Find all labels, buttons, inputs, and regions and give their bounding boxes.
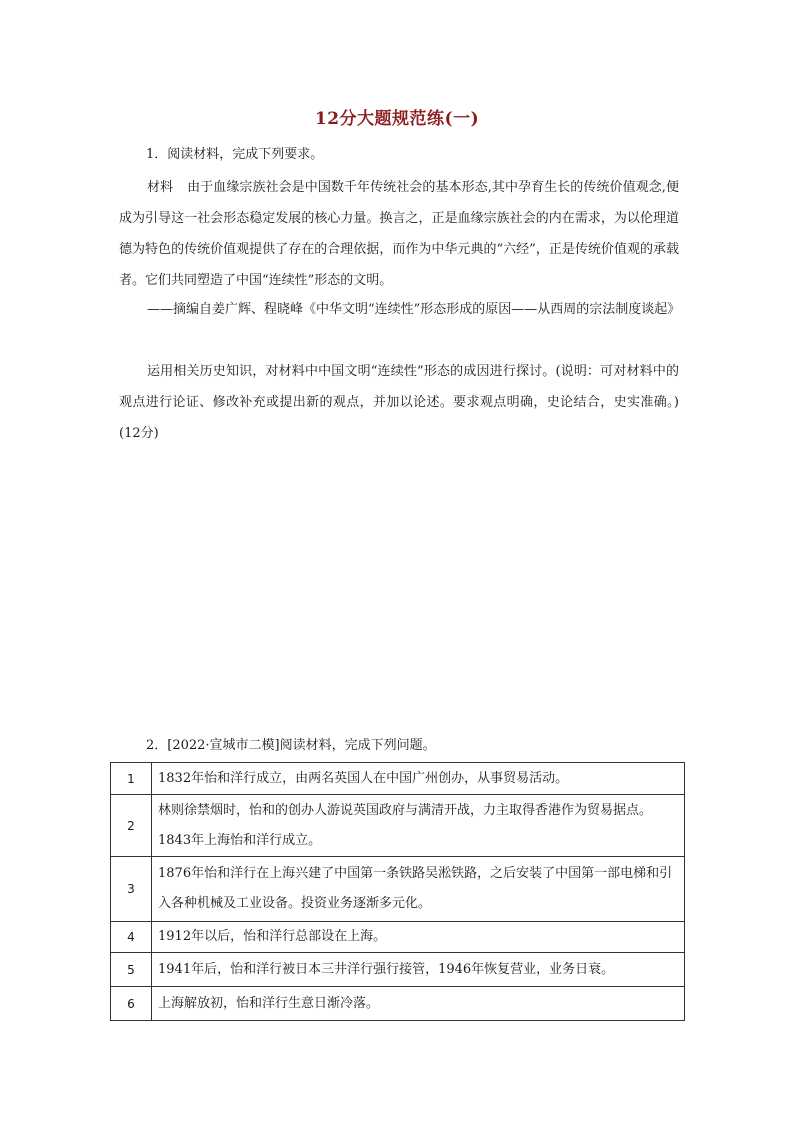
table-row	[111, 763, 685, 795]
question-1-material	[119, 172, 679, 296]
row-text: 1832年怡和洋行成立，由两名英国人在中国广州创办，从事贸易活动。	[152, 763, 685, 795]
question-1-task: 运用相关历史知识，对材料中中国文明“连续性”形态的成因进行探讨。(说明：可对材料中的观点进行论证、修改补充或提出新的观点，并加以论述。要求观点明确，史论结合，史实准确。)(12分)	[119, 364, 679, 441]
row-text: 上海解放初，怡和洋行生意日渐冷落。	[152, 987, 685, 1021]
row-number: 5	[111, 953, 152, 987]
page-title: 12分大题规范练(一)	[314, 109, 480, 129]
row-number: 6	[111, 987, 152, 1021]
row-number: 4	[111, 922, 152, 953]
table-row	[111, 857, 685, 922]
row-number: 2	[111, 795, 152, 857]
table-row	[111, 795, 685, 857]
question-1-source: ——摘编自姜广辉、程晓峰《中华文明“连续性”形态形成的原因——从西周的宗法制度谈起》	[147, 302, 681, 317]
question-1-heading: 1．阅读材料，完成下列要求。	[146, 147, 324, 162]
row-text: 1876年怡和洋行在上海兴建了中国第一条铁路吴淞铁路，之后安装了中国第一部电梯和引入各种机械及工业设备。投资业务逐渐多元化。	[152, 857, 685, 922]
row-number: 3	[111, 857, 152, 922]
table-row	[111, 922, 685, 953]
table-row	[111, 987, 685, 1021]
row-text: 林则徐禁烟时，怡和的创办人游说英国政府与满清开战，力主取得香港作为贸易据点。1843年上海怡和洋行成立。	[152, 795, 685, 857]
material-text: 由于血缘宗族社会是中国数千年传统社会的基本形态,其中孕育生长的传统价值观念,便成为引导这一社会形态稳定发展的核心力量。换言之，正是血缘宗族社会的内在需求，为以伦理道德为特色的传统价值观提供了存在的合理依据，而作为中华元典的“六经”，正是传统价值观的承载者。它们共同塑造了中国“连续性”形态的文明。	[119, 180, 679, 288]
row-text: 1912年以后，怡和洋行总部设在上海。	[152, 922, 685, 953]
timeline-table	[110, 762, 685, 1021]
row-text: 1941年后，怡和洋行被日本三井洋行强行接管，1946年恢复营业，业务日衰。	[152, 953, 685, 987]
material-label: 材料	[147, 180, 174, 195]
question-2-heading: 2．[2022·宣城市二模]阅读材料，完成下列问题。	[146, 738, 436, 753]
row-number: 1	[111, 763, 152, 795]
table-row	[111, 953, 685, 987]
